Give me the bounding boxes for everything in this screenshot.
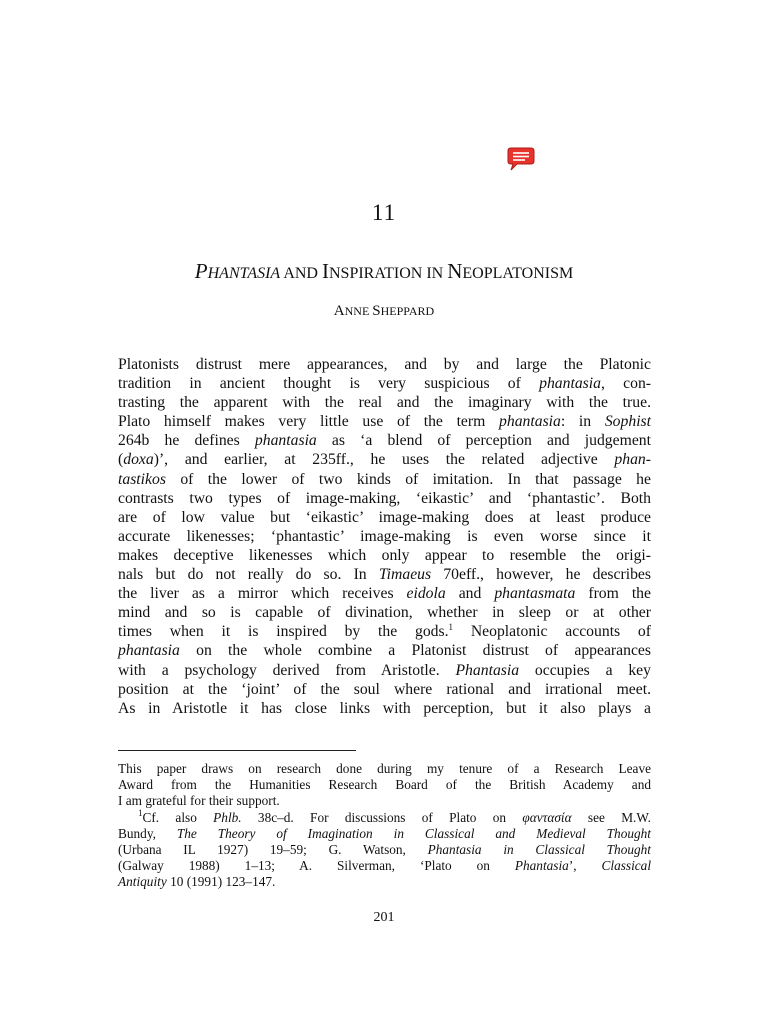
footnote-line: (Urbana IL 1927) 19–59; G. Watson, Phantasia in Classical Thought: [118, 841, 651, 857]
text-line: with a psychology derived from Aristotle. Phantasia occupies a key: [118, 661, 651, 679]
text-line: makes deceptive likenesses which only appear to resemble the origi-: [118, 546, 651, 564]
text-line: nals but do not really do so. In Timaeus 70eff., however, he describes: [118, 566, 651, 584]
footnote-line: This paper draws on research done during my tenure of a Research Leave: [118, 761, 651, 776]
footnote-line: Award from the Humanities Research Board of the British Academy and: [118, 777, 651, 793]
text-line: accurate likenesses; ‘phantastic’ image-making is even worse since it: [118, 527, 651, 545]
footnote-line: (Galway 1988) 1–13; A. Silverman, ‘Plato on Phantasia’, Classical: [118, 858, 652, 874]
text-line: Plato himself makes very little use of the term phantasia: in Sophist: [118, 413, 652, 431]
footnote-line: Bundy, The Theory of Imagination in Classical and Medieval Thought: [118, 825, 651, 841]
author-name: ANNE SHEPPARD: [333, 303, 435, 319]
footnote-marker: 1: [138, 807, 143, 818]
footnote-divider: [118, 750, 356, 751]
comment-icon[interactable]: [506, 146, 536, 172]
footnote-ref[interactable]: 1: [448, 622, 454, 633]
text-line: trasting the apparent with the real and the imaginary with the true.: [118, 394, 651, 412]
chapter-title: PHANTASIA AND INSPIRATION IN NEOPLATONISM: [194, 259, 574, 283]
text-line: position at the ‘joint’ of the soul where rational and irrational meet.: [118, 680, 651, 698]
text-line: 264b he defines phantasia as ‘a blend of perception and judgement: [118, 432, 651, 450]
footnote-line: $^1$Cf. also Phlb. 38c–d. For discussions of Plato on φαντασία see M.W.: [138, 807, 651, 825]
text-line: As in Aristotle it has close links with perception, but it also plays a: [118, 699, 651, 717]
text-line: Platonists distrust mere appearances, and by and large the Platonic: [118, 356, 651, 373]
page-number: 201: [373, 910, 395, 925]
text-line: times when it is inspired by the gods.$^1$ Neoplatonic accounts of: [118, 622, 651, 641]
footnotes: [118, 761, 651, 891]
text-line: (doxa)’, and earlier, at 235ff., he uses the related adjective phan-: [118, 451, 651, 469]
text-line: mind and so is capable of divination, whether in sleep or at other: [118, 604, 651, 622]
text-line: tradition in ancient thought is very suspicious of phantasia, con-: [118, 375, 652, 393]
text-line: phantasia on the whole combine a Platonist distrust of appearances: [118, 642, 651, 660]
chapter-number: 11: [371, 200, 397, 225]
footnote-line: Antiquity 10 (1991) 123–147.: [118, 874, 276, 890]
text-line: are of low value but ‘eikastic’ image-making does at least produce: [118, 508, 651, 526]
text-line: the liver as a mirror which receives eidola and phantasmata from the: [118, 585, 651, 603]
footnote-line: I am grateful for their support.: [118, 793, 280, 809]
text-line: tastikos of the lower of two kinds of imitation. In that passage he: [118, 470, 651, 488]
text-line: contrasts two types of image-making, ‘eikastic’ and ‘phantastic’. Both: [118, 489, 651, 507]
body-paragraph: [118, 355, 651, 718]
